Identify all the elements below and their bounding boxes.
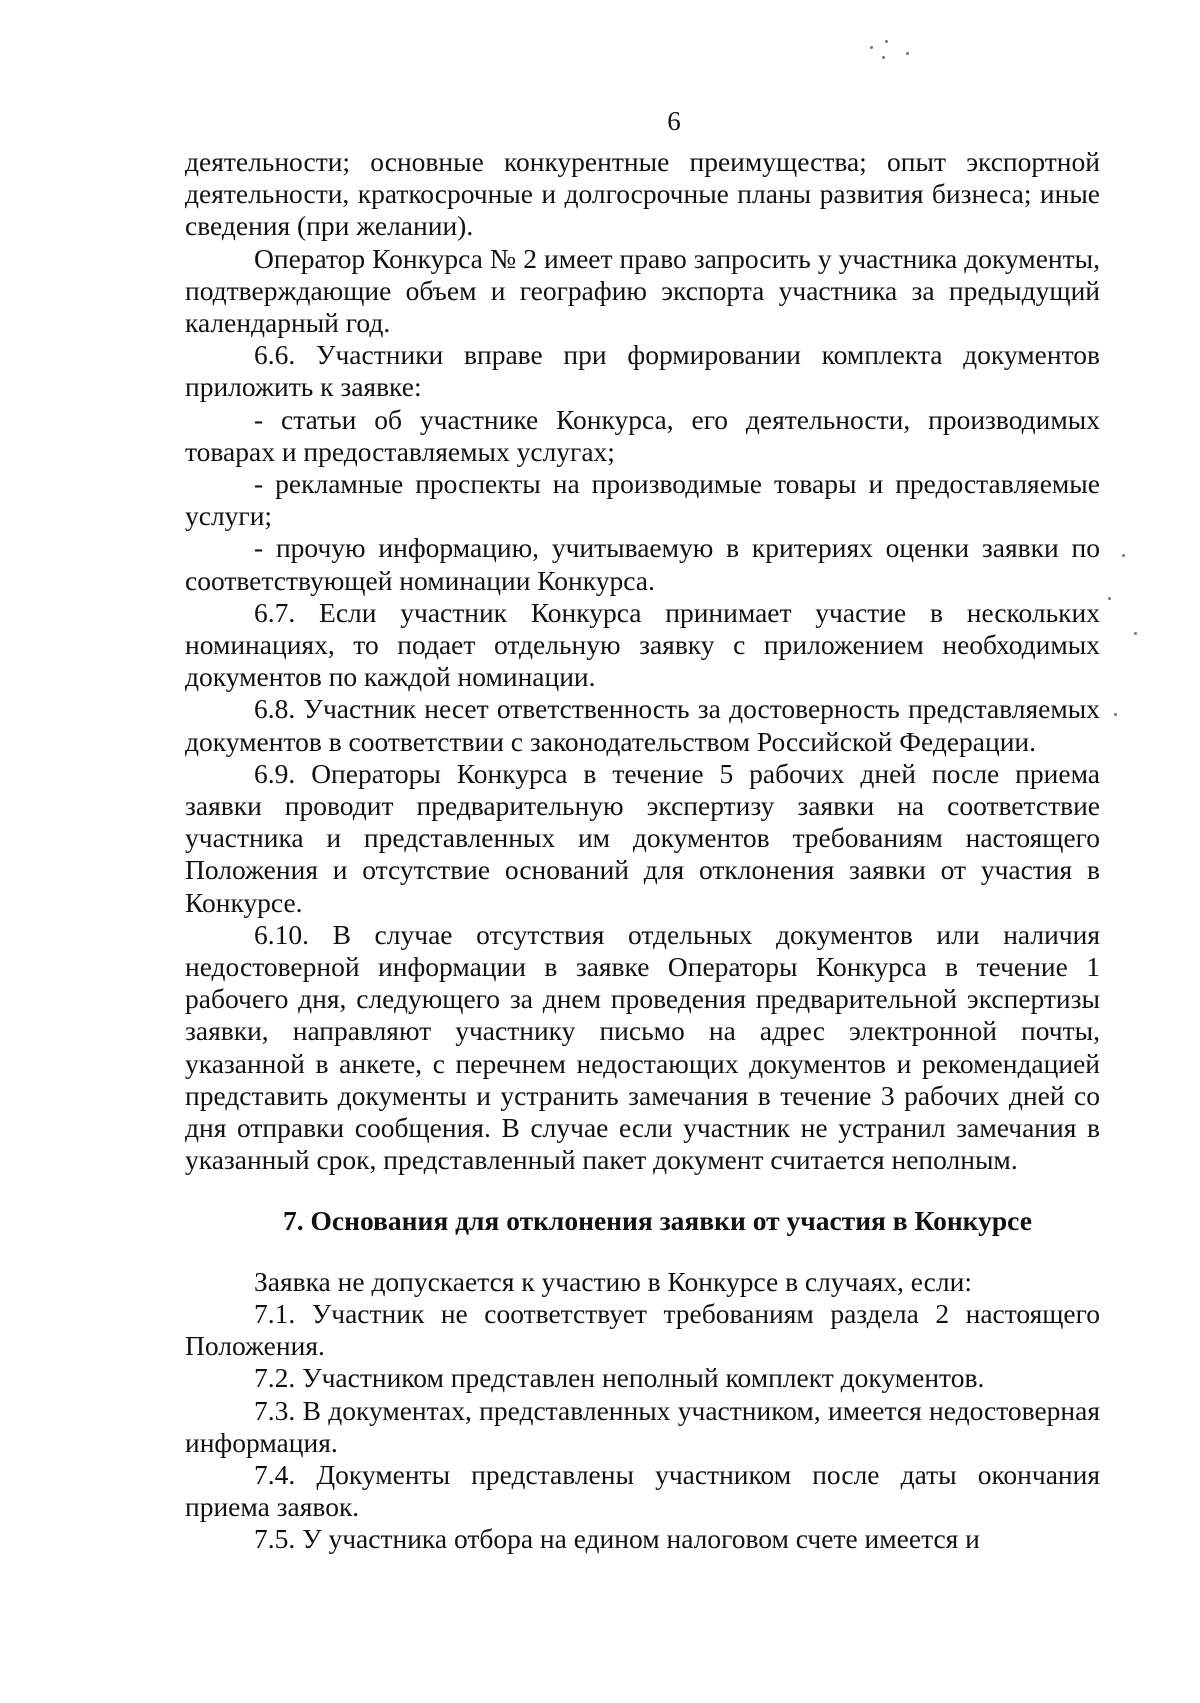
paragraph-7-3: 7.3. В документах, представленных участником, имеется недостоверная информация. [185,1394,1100,1458]
scan-speck [870,46,873,49]
paragraph-6-8: 6.8. Участник несет ответственность за достоверность представляемых документов в соответствии с законодательством Российской Федерации. [185,693,1100,757]
paragraph-6-6: 6.6. Участники вправе при формировании комплекта документов приложить к заявке: [185,339,1100,403]
list-item-articles: - статьи об участнике Конкурса, его деятельности, производимых товарах и предоставляемых услугах; [185,403,1100,467]
scan-speck [1134,632,1137,635]
paragraph-operator-request: Оператор Конкурса № 2 имеет право запросить у участника документы, подтверждающие объем и географию экспорта участника за предыдущий календарный год. [185,242,1100,339]
scan-speck [1122,554,1125,557]
list-item-brochures: - рекламные проспекты на производимые товары и предоставляемые услуги; [185,468,1100,532]
scan-speck [882,56,885,59]
paragraph-6-9: 6.9. Операторы Конкурса в течение 5 рабочих дней после приема заявки проводит предварительную экспертизу заявки на соответствие участника и представленных им документов требованиям настоящего Положения и отсутствие оснований для отклонения заявки от участия в Конкурсе. [185,757,1100,918]
document-body [185,146,1100,1556]
paragraph-7-2: 7.2. Участником представлен неполный комплект документов. [254,1362,985,1394]
paragraph-6-10: 6.10. В случае отсутствия отдельных документов или наличия недостоверной информации в заявке Операторы Конкурса в течение 1 рабочего дня, следующего за днем проведения предварительной экспертизы заявки, направляют участнику письмо на адрес электронной почты, указанной в анкете, с перечнем недостающих документов и рекомендацией представить документы и устранить замечания в течение 3 рабочих дней со дня отправки сообщения. В случае если участник не устранил замечания в указанный срок, представленный пакет документ считается неполным. [185,918,1100,1176]
scan-speck [906,52,909,55]
paragraph-continuation: деятельности; основные конкурентные преимущества; опыт экспортной деятельности, краткосрочные и долгосрочные планы развития бизнеса; иные сведения (при желании). [185,146,1100,242]
paragraph-7-intro: Заявка не допускается к участию в Конкурсе в случаях, если: [254,1265,972,1297]
list-item-other-info: - прочую информацию, учитываемую в критериях оценки заявки по соответствующей номинации Конкурса. [185,532,1100,596]
scan-speck [1108,597,1111,600]
section-7-heading: 7. Основания для отклонения заявки от участия в Конкурсе [283,1204,1032,1236]
scan-speck [885,40,888,43]
paragraph-7-4: 7.4. Документы представлены участником после даты окончания приема заявок. [185,1458,1100,1523]
paragraph-7-1: 7.1. Участник не соответствует требованиям раздела 2 настоящего Положения. [185,1297,1100,1362]
scan-speck [1114,713,1117,716]
page-number: 6 [667,106,681,136]
paragraph-6-7: 6.7. Если участник Конкурса принимает участие в нескольких номинациях, то подает отдельную заявку с приложением необходимых документов по каждой номинации. [185,596,1100,693]
paragraph-7-5: 7.5. У участника отбора на едином налоговом счете имеется и [254,1523,980,1555]
